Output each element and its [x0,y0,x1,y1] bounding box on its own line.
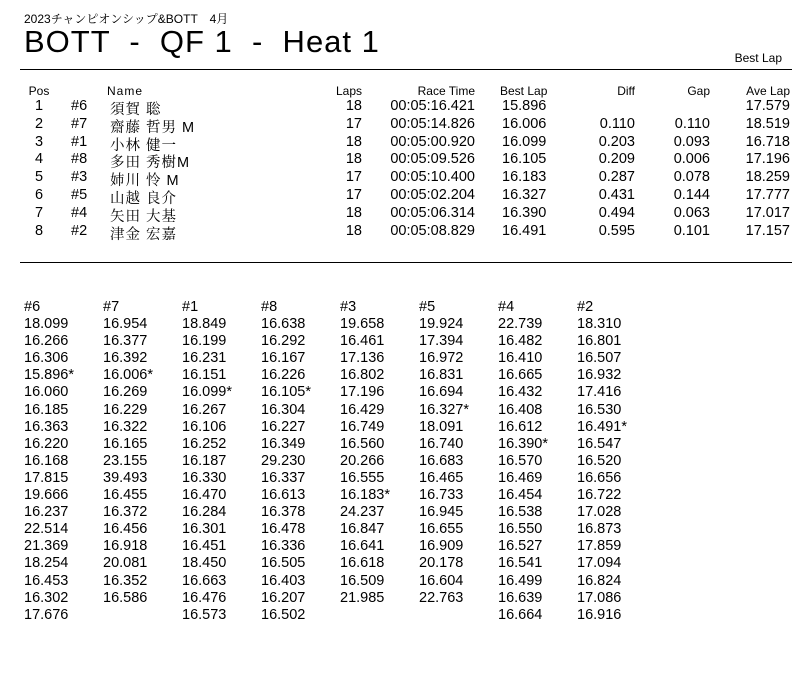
lap-time: 22.739 [498,316,543,333]
lap-time: 20.178 [419,555,464,572]
lap-time: 16.909 [419,538,464,555]
lap-time: 16.507 [577,350,622,367]
lap-time: 16.408 [498,401,543,418]
best-lap: 16.491 [502,222,547,239]
laps: 18 [345,133,362,150]
pos: 5 [34,169,44,186]
lap-time: 16.167 [261,350,306,367]
lap-time: 16.954 [103,316,148,333]
lap-time: 16.824 [577,572,622,589]
lap-time: 16.183* [340,487,390,504]
lap-time: 16.538 [498,504,543,521]
lap-time: 16.801 [577,333,622,350]
best-lap: 16.183 [502,169,547,186]
lap-time: 16.665 [498,367,543,384]
race-time: 00:05:02.204 [390,187,475,203]
lap-time: 16.377 [103,333,148,350]
lap-time: 16.932 [577,367,622,384]
lap-time: 16.410 [498,350,543,367]
lap-time: 16.151 [182,367,227,384]
laps: 18 [345,151,362,168]
result-row [0,187,800,207]
lap-column [498,299,548,624]
lap-time: 16.972 [419,350,464,367]
lap-time: 16.301 [182,521,227,538]
lap-time: 39.493 [103,469,148,486]
driver-name: 小林 健一 [110,137,178,154]
lap-time: 16.207 [261,589,306,606]
lap-column [577,299,627,624]
col-laps: Laps [335,84,362,98]
lap-time: 16.304 [261,401,306,418]
event-subtitle: 2023チャンピオンシップ&BOTT 4月 [24,12,229,26]
lap-time: 16.227 [261,418,306,435]
lap-time: 16.392 [103,350,148,367]
lap-time: 16.454 [498,487,543,504]
race-time: 00:05:06.314 [390,204,475,221]
lap-time: 16.165 [103,435,148,452]
lap-time: 24.237 [340,504,385,521]
gap: 0.078 [673,169,710,186]
gap: 0.110 [674,115,710,132]
gap: 0.144 [673,187,710,203]
lap-time: 17.136 [340,350,385,367]
lap-time: 16.220 [24,435,69,452]
lap-time: 16.105* [261,384,311,401]
race-time: 00:05:00.920 [390,133,475,150]
diff: 0.203 [598,133,635,150]
result-row [0,222,800,243]
lap-column [340,299,390,607]
result-row [0,151,800,172]
result-row [0,169,800,190]
col-ave-lap: Ave Lap [746,84,790,98]
lap-time: 18.450 [182,555,227,572]
lap-column [24,299,74,624]
lap-time: 16.550 [498,521,543,538]
lap-time: 17.416 [577,384,622,401]
lap-column-kart: #4 [498,299,515,315]
lap-time: 16.269 [103,384,148,401]
lap-time: 16.237 [24,504,69,521]
lap-time: 16.455 [103,487,148,504]
results-divider [20,262,792,263]
lap-time: 16.527 [498,538,543,555]
kart-number: #4 [71,204,88,221]
kart-number: #2 [71,222,88,239]
lap-time: 16.638 [261,316,306,333]
lap-time: 16.322 [103,418,148,435]
col-diff: Diff [617,84,635,98]
gap: 0.101 [673,222,710,239]
lap-time: 16.302 [24,589,69,606]
lap-column-kart: #7 [103,299,120,315]
ave-lap: 17.196 [745,151,790,168]
pos: 6 [34,187,44,203]
ave-lap: 17.777 [745,187,790,203]
lap-time: 16.336 [261,538,306,555]
lap-time: 16.530 [577,401,622,418]
lap-column [419,299,469,607]
best-lap: 16.105 [502,151,547,168]
ave-lap: 18.519 [745,115,790,132]
lap-time: 16.918 [103,538,148,555]
lap-time: 16.330 [182,469,227,486]
diff: 0.110 [599,115,635,132]
laps: 17 [345,169,362,186]
lap-time: 18.849 [182,316,227,333]
col-name: Name [107,84,144,98]
ave-lap: 17.579 [745,98,790,114]
lap-time: 16.509 [340,572,385,589]
lap-time: 16.604 [419,572,464,589]
lap-time: 16.476 [182,589,227,606]
best-lap: 15.896 [502,98,547,114]
laps: 17 [345,115,362,132]
lap-time: 16.168 [24,452,69,469]
lap-time: 16.363 [24,418,69,435]
lap-time: 16.613 [261,487,306,504]
lap-time: 16.461 [340,333,385,350]
lap-time: 16.187 [182,452,227,469]
lap-time: 29.230 [261,452,306,469]
pos: 8 [34,222,44,239]
lap-time: 16.945 [419,504,464,521]
lap-column-kart: #8 [261,299,278,315]
lap-time: 16.916 [577,606,622,623]
lap-time: 16.099* [182,384,232,401]
lap-time: 16.199 [182,333,227,350]
driver-name: 矢田 大基 [110,208,178,225]
kart-number: #3 [71,169,88,186]
header-divider [20,69,792,70]
lap-time: 19.658 [340,316,385,333]
diff: 0.287 [598,169,635,186]
lap-time: 16.432 [498,384,543,401]
lap-column-kart: #1 [182,299,199,315]
lap-time: 18.099 [24,316,69,333]
lap-time: 16.733 [419,487,464,504]
lap-time: 16.252 [182,435,227,452]
lap-column-kart: #3 [340,299,357,315]
laps: 17 [345,187,362,203]
lap-column-kart: #5 [419,299,436,315]
lap-time: 16.499 [498,572,543,589]
diff: 0.494 [598,204,635,221]
laps: 18 [345,98,362,114]
lap-time: 16.802 [340,367,385,384]
lap-column [103,299,153,607]
diff: 0.595 [598,222,635,239]
lap-time: 16.541 [498,555,543,572]
lap-time: 16.267 [182,401,227,418]
best-lap: 16.327 [502,187,547,203]
lap-time: 16.683 [419,452,464,469]
lap-time: 17.394 [419,333,464,350]
lap-time: 17.676 [24,606,69,623]
lap-time: 18.254 [24,555,69,572]
best-lap-tag: Best Lap [734,51,782,65]
lap-time: 17.196 [340,384,385,401]
lap-column [261,299,311,624]
lap-time: 16.306 [24,350,69,367]
lap-time: 16.106 [182,418,227,435]
driver-name: 齋藤 哲男 M [110,119,196,136]
lap-time: 16.349 [261,435,306,452]
lap-time: 15.896* [24,367,74,384]
lap-column [182,299,232,624]
lap-time: 16.570 [498,452,543,469]
kart-number: #5 [71,187,88,203]
lap-time: 16.573 [182,606,227,623]
col-gap: Gap [687,84,710,98]
lap-time: 16.612 [498,418,543,435]
lap-time: 16.482 [498,333,543,350]
results-header [0,84,800,97]
lap-time: 16.618 [340,555,385,572]
laps: 18 [345,204,362,221]
kart-number: #8 [71,151,88,168]
driver-name: 山越 良介 [110,191,178,207]
driver-name: 多田 秀樹M [110,155,191,172]
race-time: 00:05:10.400 [390,169,475,186]
lap-time: 16.337 [261,469,306,486]
ave-lap: 18.259 [745,169,790,186]
lap-time: 16.663 [182,572,227,589]
result-row [0,133,800,154]
race-time: 00:05:08.829 [390,222,475,239]
col-race-time: Race Time [417,84,475,98]
lap-column-kart: #6 [24,299,41,315]
pos: 1 [34,98,44,114]
lap-time: 16.560 [340,435,385,452]
lap-time: 16.664 [498,606,543,623]
best-lap: 16.390 [502,204,547,221]
lap-time: 16.655 [419,521,464,538]
lap-time: 16.639 [498,589,543,606]
lap-time: 16.873 [577,521,622,538]
lap-time: 16.491* [577,418,627,435]
lap-time: 22.763 [419,589,464,606]
lap-time: 17.028 [577,504,622,521]
race-time: 00:05:16.421 [390,98,475,114]
lap-time: 16.847 [340,521,385,538]
lap-time: 16.505 [261,555,306,572]
driver-name: 須賀 聡 [110,102,162,118]
pos: 3 [34,133,44,150]
kart-number: #7 [71,115,88,132]
pos: 4 [34,151,44,168]
result-row [0,115,800,136]
kart-number: #1 [71,133,88,150]
lap-time: 16.390* [498,435,548,452]
lap-time: 20.266 [340,452,385,469]
lap-time: 16.006* [103,367,153,384]
lap-time: 16.327* [419,401,469,418]
lap-time: 21.985 [340,589,385,606]
ave-lap: 16.718 [745,133,790,150]
race-time: 00:05:09.526 [390,151,475,168]
lap-time: 17.086 [577,589,622,606]
pos: 2 [34,115,44,132]
lap-time: 16.656 [577,469,622,486]
col-best-lap: Best Lap [500,84,548,98]
lap-time: 16.378 [261,504,306,521]
ave-lap: 17.157 [745,222,790,239]
lap-time: 16.694 [419,384,464,401]
lap-column-kart: #2 [577,299,594,315]
lap-time: 19.924 [419,316,464,333]
lap-time: 19.666 [24,487,69,504]
lap-time: 16.470 [182,487,227,504]
lap-time: 16.831 [419,367,464,384]
lap-time: 16.229 [103,401,148,418]
lap-time: 16.372 [103,504,148,521]
lap-time: 23.155 [103,452,148,469]
lap-time: 16.266 [24,333,69,350]
lap-time: 16.502 [261,606,306,623]
diff: 0.209 [598,151,635,168]
lap-time: 16.429 [340,401,385,418]
result-row [0,204,800,225]
lap-time: 16.722 [577,487,622,504]
result-row [0,98,800,118]
lap-time: 16.403 [261,572,306,589]
pos: 7 [34,204,44,221]
lap-time: 17.815 [24,469,69,486]
col-pos: Pos [28,84,50,98]
lap-time: 17.094 [577,555,622,572]
page-title: BOTT - QF 1 - Heat 1 [24,24,380,59]
lap-time: 16.231 [182,350,227,367]
gap: 0.093 [673,133,710,150]
race-time: 00:05:14.826 [390,115,475,132]
lap-time: 16.749 [340,418,385,435]
driver-name: 姉川 怜 M [110,173,180,190]
lap-time: 21.369 [24,538,69,555]
lap-time: 22.514 [24,521,69,538]
lap-time: 16.520 [577,452,622,469]
lap-time: 18.310 [577,316,622,333]
diff: 0.431 [598,187,635,203]
lap-time: 16.284 [182,504,227,521]
lap-time: 16.453 [24,572,69,589]
lap-time: 20.081 [103,555,148,572]
lap-time: 16.478 [261,521,306,538]
lap-time: 16.586 [103,589,148,606]
best-lap: 16.006 [502,115,547,132]
gap: 0.006 [673,151,710,168]
lap-time: 16.292 [261,333,306,350]
lap-time: 16.469 [498,469,543,486]
lap-time: 16.555 [340,469,385,486]
lap-time: 16.060 [24,384,69,401]
lap-time: 17.859 [577,538,622,555]
lap-time: 16.451 [182,538,227,555]
laps: 18 [345,222,362,239]
best-lap: 16.099 [502,133,547,150]
lap-time: 16.547 [577,435,622,452]
ave-lap: 17.017 [745,204,790,221]
lap-time: 16.456 [103,521,148,538]
kart-number: #6 [71,98,88,114]
lap-time: 16.226 [261,367,306,384]
driver-name: 津金 宏嘉 [110,226,178,243]
lap-time: 16.185 [24,401,69,418]
lap-time: 16.740 [419,435,464,452]
lap-time: 16.465 [419,469,464,486]
lap-time: 16.641 [340,538,385,555]
lap-time: 18.091 [419,418,464,435]
lap-time: 16.352 [103,572,148,589]
gap: 0.063 [673,204,710,221]
